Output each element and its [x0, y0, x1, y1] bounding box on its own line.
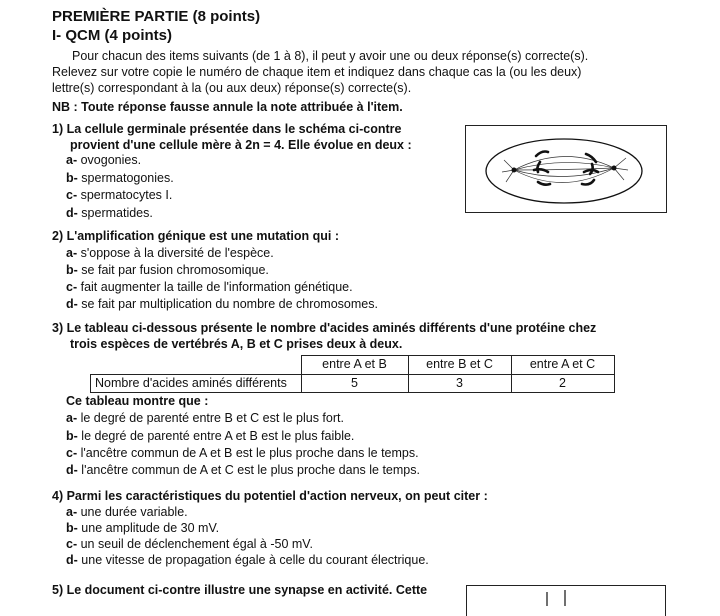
table-cell: 3 [408, 374, 511, 393]
instructions [52, 48, 666, 96]
question-3-option-b: b- le degré de parenté entre A et B est le plus faible. [66, 429, 355, 443]
table-header-row [91, 356, 615, 375]
table-header-cell: entre A et C [511, 356, 614, 375]
part-title: PREMIÈRE PARTIE (8 points) [52, 8, 261, 25]
instructions-line-3: lettre(s) correspondant à la (ou aux deux) réponse(s) correcte(s). [52, 81, 412, 95]
question-4-stem: 4) Parmi les caractéristiques du potentiel d'action nerveux, on peut citer : [52, 489, 488, 503]
question-1-option-d: d- spermatides. [66, 206, 153, 220]
table-header-cell: entre B et C [408, 356, 511, 375]
centrosome-right [612, 166, 617, 171]
instructions-line-2: Relevez sur votre copie le numéro de chaque item et indiquez dans chaque cas la (ou les deux) [52, 65, 582, 79]
question-3-option-c: c- l'ancêtre commun de A et B est le plus proche dans le temps. [66, 446, 419, 460]
amino-acid-table [90, 355, 615, 393]
table-row-label: Nombre d'acides aminés différents [91, 374, 302, 393]
cell-division-figure [465, 125, 667, 213]
question-2-option-c: c- fait augmenter la taille de l'information génétique. [66, 280, 353, 294]
question-5-stem: 5) Le document ci-contre illustre une synapse en activité. Cette [52, 583, 428, 597]
synapse-figure [466, 585, 666, 616]
question-4-option-b: b- une amplitude de 30 mV. [66, 521, 220, 535]
table-cell: 5 [301, 374, 408, 393]
table-corner [91, 356, 302, 375]
centrosome-left [512, 168, 517, 173]
instructions-line-1: Pour chacun des items suivants (de 1 à 8), il peut y avoir une ou deux réponse(s) correcte(s). [72, 49, 589, 63]
question-2-option-b: b- se fait par fusion chromosomique. [66, 263, 269, 277]
question-2-stem: 2) L'amplification génique est une mutation qui : [52, 229, 340, 243]
question-3-stem-line-2: trois espèces de vertébrés A, B et C prises deux à deux. [70, 337, 403, 351]
table-cell: 2 [511, 374, 614, 393]
question-1-option-c: c- spermatocytes I. [66, 188, 173, 202]
section-title: I- QCM (4 points) [52, 27, 172, 44]
question-3-stem-line-1: 3) Le tableau ci-dessous présente le nombre d'acides aminés différents d'une protéine chez [52, 321, 597, 335]
question-4-option-c: c- un seuil de déclenchement égal à -50 mV. [66, 537, 313, 551]
question-4-option-d: d- une vitesse de propagation égale à celle du courant électrique. [66, 553, 429, 567]
cell-division-diagram [466, 126, 666, 212]
question-4-option-a: a- une durée variable. [66, 505, 188, 519]
question-3-option-d: d- l'ancêtre commun de A et C est le plus proche dans le temps. [66, 463, 420, 477]
table-header-cell: entre A et B [301, 356, 408, 375]
question-3-prompt: Ce tableau montre que : [66, 394, 209, 408]
question-3-option-a: a- le degré de parenté entre B et C est le plus fort. [66, 411, 344, 425]
question-2-option-d: d- se fait par multiplication du nombre de chromosomes. [66, 297, 378, 311]
nota-bene: NB : Toute réponse fausse annule la note attribuée à l'item. [52, 100, 403, 114]
question-1-stem-line-1: 1) La cellule germinale présentée dans le schéma ci-contre [52, 122, 402, 136]
question-1-stem-line-2: provient d'une cellule mère à 2n = 4. Elle évolue en deux : [70, 138, 412, 152]
question-2-option-a: a- s'oppose à la diversité de l'espèce. [66, 246, 274, 260]
question-1-option-b: b- spermatogonies. [66, 171, 174, 185]
spindle-fibers [502, 156, 628, 182]
synapse-diagram [467, 586, 665, 606]
question-1-option-a: a- ovogonies. [66, 153, 142, 167]
table-row [91, 374, 615, 393]
